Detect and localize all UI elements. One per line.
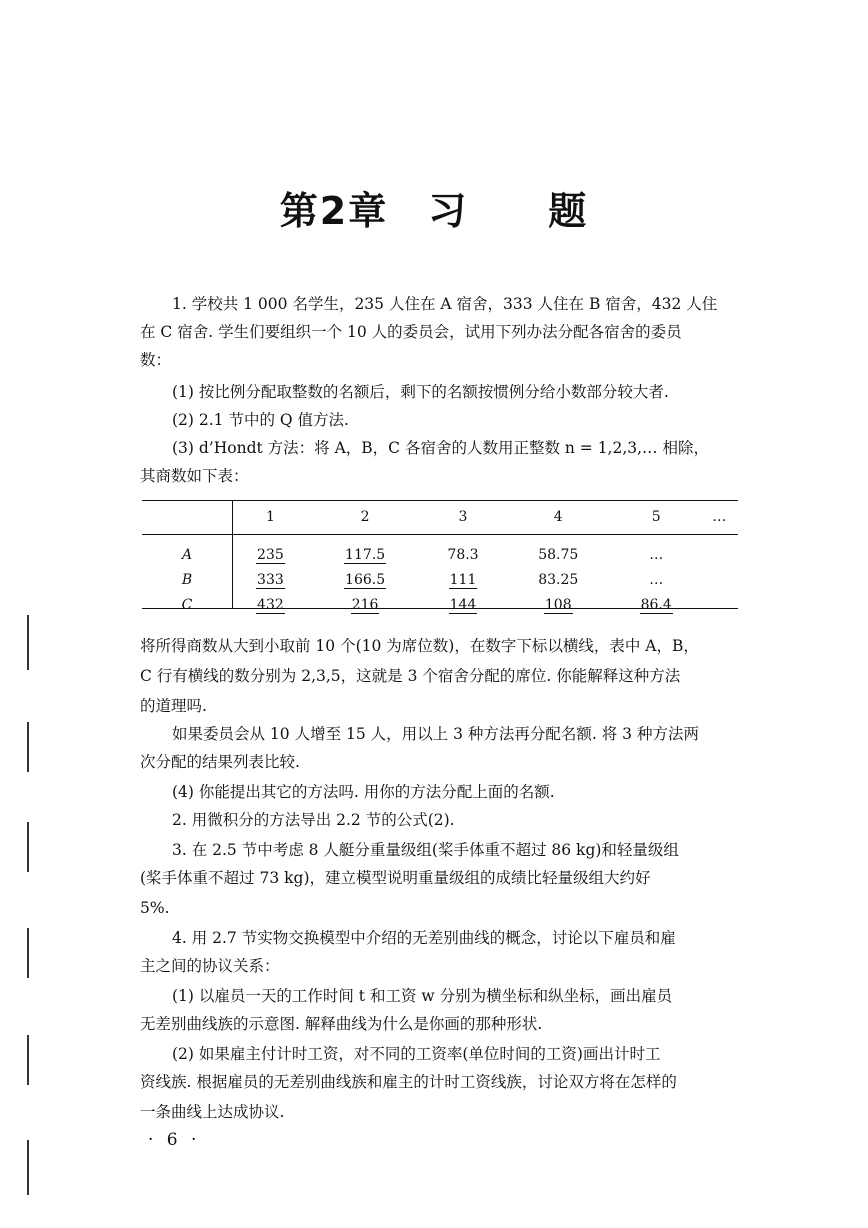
table-header-cell: … [712, 509, 727, 525]
paragraph-line: 5%. [140, 899, 170, 917]
table-header-cell: 3 [458, 509, 468, 525]
table-cell-underlined: 216 [351, 596, 379, 613]
problem-4-line: 4. 用 2.7 节实物交换模型中介绍的无差别曲线的概念，讨论以下雇员和雇 [172, 929, 676, 947]
paragraph-line: C 行有横线的数分别为 2,3,5，这就是 3 个宿舍分配的席位. 你能解释这种方法 [140, 667, 681, 685]
page-number: · 6 · [148, 1130, 201, 1150]
table-cell [701, 567, 738, 592]
paragraph-line: 在 C 宿舍. 学生们要组织一个 10 人的委员会，试用下列办法分配各宿舍的委员 [140, 323, 682, 341]
chapter-title: 第2章 习 题 [279, 189, 589, 233]
table-cell-underlined: 333 [257, 571, 284, 588]
table-cell-underlined: 86.4 [640, 596, 672, 613]
table-cell-underlined: 235 [257, 546, 284, 563]
row-label: B [181, 571, 193, 588]
paragraph-line: 数： [140, 351, 172, 369]
row-label: C [181, 596, 193, 613]
paragraph-line: (2) 2.1 节中的 Q 值方法. [172, 411, 349, 429]
row-label: A [181, 546, 193, 563]
scan-margin-mark [27, 615, 29, 670]
paragraph-line: 如果委员会从 10 人增至 15 人，用以上 3 种方法再分配名额. 将 3 种方法两 [172, 725, 699, 743]
quotient-table [142, 500, 738, 617]
table-cell-underlined: 111 [449, 571, 477, 588]
table-corner-cell [142, 500, 232, 534]
paragraph-line: 将所得商数从大到小取前 10 个(10 为席位数)，在数字下标以横线，表中 A，B， [140, 637, 699, 655]
table-header-cell: 4 [553, 509, 563, 525]
table-cell-underlined: 166.5 [345, 571, 386, 588]
paragraph-line: (桨手体重不超过 73 kg)，建立模型说明重量级组的成绩比轻量级组大约好 [140, 869, 651, 887]
scan-margin-mark [27, 1035, 29, 1085]
scan-margin-mark [27, 822, 29, 872]
table-cell-underlined: 144 [449, 596, 477, 613]
table-cell: 83.25 [538, 571, 579, 588]
paragraph-line: (1) 以雇员一天的工作时间 t 和工资 w 分别为横坐标和纵坐标，画出雇员 [172, 987, 673, 1005]
scan-margin-mark [27, 1140, 29, 1195]
table-cell: 58.75 [538, 546, 579, 563]
table-cell-underlined: 117.5 [345, 546, 386, 563]
paragraph-line: 其商数如下表： [140, 467, 249, 485]
table-cell: … [649, 546, 664, 563]
table-header-cell: 1 [265, 509, 275, 525]
table-cell: … [649, 571, 664, 588]
paragraph-line: 资线族. 根据雇员的无差别曲线族和雇主的计时工资线族，讨论双方将在怎样的 [140, 1073, 677, 1091]
table-header-cell: 5 [651, 509, 661, 525]
table-cell: 78.3 [447, 546, 479, 563]
paragraph-line: (4) 你能提出其它的方法吗. 用你的方法分配上面的名额. [172, 783, 555, 801]
table-header-cell: 2 [360, 509, 370, 525]
problem-1-line: 1. 学校共 1 000 名学生，235 人住在 A 宿舍，333 人住在 B 宿舍，432 人住 [172, 295, 718, 313]
table-row [142, 592, 738, 617]
paragraph-line: 主之间的协议关系： [140, 957, 280, 975]
paragraph-line: 次分配的结果列表比较. [140, 753, 300, 771]
table-cell-underlined: 432 [257, 596, 284, 613]
paragraph-line: (2) 如果雇主付计时工资，对不同的工资率(单位时间的工资)画出计时工 [172, 1045, 661, 1063]
paragraph-line: 无差别曲线族的示意图. 解释曲线为什么是你画的那种形状. [140, 1015, 543, 1033]
paragraph-line: (3) d’Hondt 方法：将 A，B，C 各宿舍的人数用正整数 n = 1,2,3,… 相除， [172, 439, 709, 457]
scan-margin-mark [27, 928, 29, 978]
table-row [142, 567, 738, 592]
paragraph-line: 的道理吗. [140, 697, 207, 715]
table-row [142, 534, 738, 567]
table-cell-underlined: 108 [544, 596, 572, 613]
problem-2-line: 2. 用微积分的方法导出 2.2 节的公式(2). [172, 811, 455, 829]
paragraph-line: 一条曲线上达成协议. [140, 1103, 285, 1121]
table-cell [701, 534, 738, 567]
problem-3-line: 3. 在 2.5 节中考虑 8 人艇分重量级组(桨手体重不超过 86 kg)和轻量级组 [172, 841, 679, 859]
table-header-row [142, 500, 738, 534]
scan-margin-mark [27, 722, 29, 772]
table-cell [701, 592, 738, 617]
paragraph-line: (1) 按比例分配取整数的名额后，剩下的名额按惯例分给小数部分较大者. [172, 383, 669, 401]
